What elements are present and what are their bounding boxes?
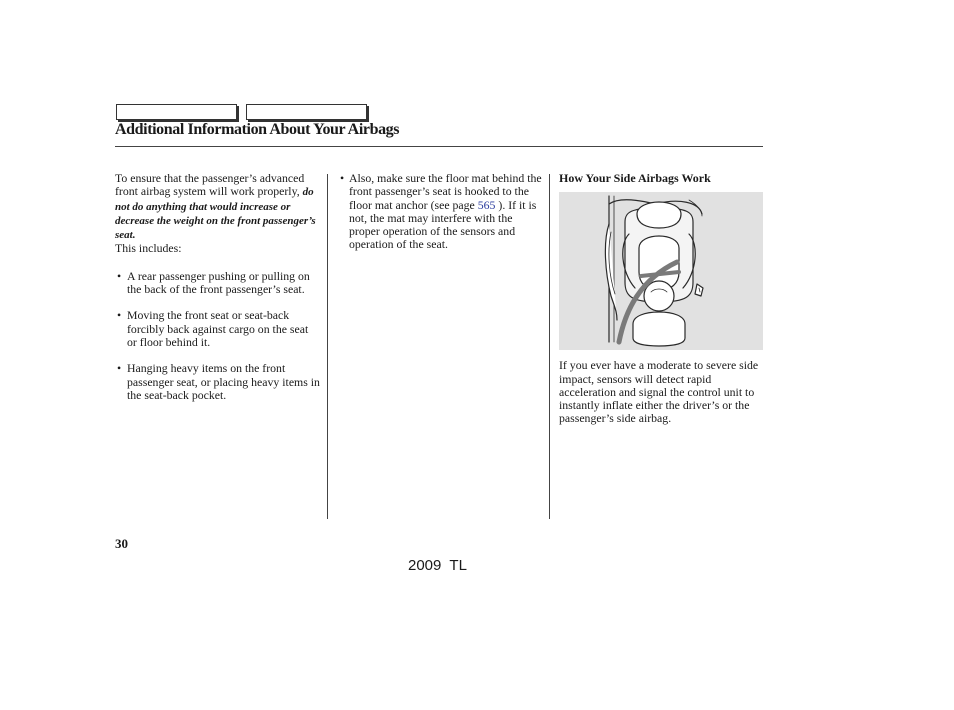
header-tab-right xyxy=(246,104,367,120)
intro-paragraph xyxy=(115,172,321,256)
header-tab-left xyxy=(116,104,237,120)
column-left xyxy=(115,172,321,402)
list-item xyxy=(115,270,321,297)
side-airbag-seat-illustration-icon xyxy=(559,192,763,350)
list-item xyxy=(339,172,545,252)
intro-text: To ensure that the passenger’s advanced front airbag system will work properly, xyxy=(115,171,305,199)
list-item-text: Also, make sure the floor mat behind the front passenger’s seat is hooked to the floor mat anchor (see page xyxy=(349,171,542,212)
title-rule xyxy=(115,146,763,147)
page-title: Additional Information About Your Airbags xyxy=(115,121,400,138)
page-reference-link[interactable]: 565 xyxy=(477,197,496,212)
column-middle xyxy=(339,172,545,252)
page-number: 30 xyxy=(115,536,128,551)
bullet-icon: • xyxy=(117,268,122,283)
bullet-icon: • xyxy=(117,308,122,323)
list-item-text: A rear passenger pushing or pulling on the back of the front passenger’s seat. xyxy=(127,268,310,297)
list-item xyxy=(115,362,321,402)
intro-emphasis: do not do anything that would increase or decrease the weight on the front passenger’s seat. xyxy=(115,186,316,242)
column-divider-1 xyxy=(327,174,328,519)
bullet-icon: • xyxy=(340,171,345,185)
list-item-text: Hanging heavy items on the front passenger seat, or placing heavy items in the seat-back pocket. xyxy=(127,361,320,402)
list-item-text: Moving the front seat or seat-back forcibly back against cargo on the seat or floor behind it. xyxy=(127,308,309,349)
column-divider-2 xyxy=(549,174,550,519)
list-item xyxy=(115,309,321,349)
section-heading: How Your Side Airbags Work xyxy=(559,171,711,185)
column-right xyxy=(559,172,764,426)
list-item-text-cont: ). If it is not, the mat may interfere with the proper operation of the sensors and operation of the seat. xyxy=(349,197,537,252)
bullet-icon: • xyxy=(117,361,122,376)
model-footer: 2009 TL xyxy=(408,557,467,574)
side-airbag-description: If you ever have a moderate to severe side impact, sensors will detect rapid acceleration and signal the control unit to instantly inflate either the driver’s or the passenger’s side airbag. xyxy=(559,358,759,426)
intro-includes: This includes: xyxy=(115,241,182,256)
